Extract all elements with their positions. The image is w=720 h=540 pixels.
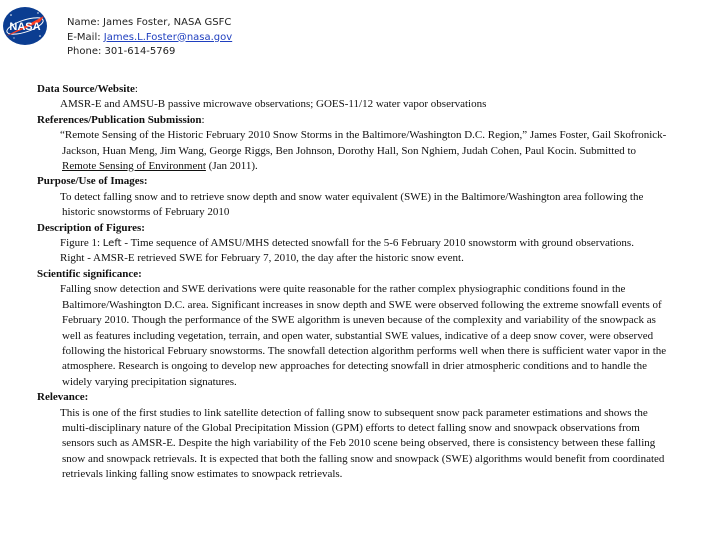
contact-phone: Phone: 301-614-5769: [67, 46, 176, 57]
contact-email-line: [67, 31, 232, 46]
contact-name: Name: James Foster, NASA GSFC: [67, 17, 232, 28]
nasa-logo-text: NASA: [9, 21, 41, 33]
email-link[interactable]: James.L.Foster@nasa.gov: [103, 31, 233, 43]
contact-block: [67, 16, 232, 60]
data-source-heading: Data Source/Website:: [37, 83, 138, 95]
references-text: “Remote Sensing of the Historic February 2010 Snow Storms in the Baltimore/Washington D.C. Region,” James Foster, Gail Skofronick-Jackson, Huan Meng, Jim Wang, George Riggs, Ben Johnson, Dorothy Hall, Son Nghiem, Judah Cohen, Paul Kocin. Submitted to Remote Sensing of Environment (Jan 2011).: [60, 129, 667, 173]
purpose-heading: Purpose/Use of Images:: [37, 175, 148, 188]
figure-1-description: Figure 1: Left - Time sequence of AMSU/MHS detected snowfall for the 5-6 February 2010 snowstorm with ground observations.: [60, 237, 634, 250]
purpose-text: To detect falling snow and to retrieve snow depth and snow water equivalent (SWE) in the Baltimore/Washington area following the historic snowstorms of February 2010: [60, 190, 644, 219]
data-source-text: AMSR-E and AMSU-B passive microwave observations; GOES-11/12 water vapor observations: [60, 98, 487, 111]
email-label: E-Mail:: [67, 31, 104, 43]
figures-heading: Description of Figures:: [37, 221, 145, 234]
summary-content: [37, 82, 667, 483]
relevance-heading: Relevance:: [37, 391, 89, 404]
relevance-text: This is one of the first studies to link satellite detection of falling snow to subsequent snow pack parameter estimations and shows the multi-disciplinary nature of the Global Precipitation Mission (GPM) efforts to detect falling snow and snowpack observations from sensors such as AMSR-E. Despite the high variability of the Feb 2010 scene being observed, there is consistency between these falling snow and snowpack retrievals. It is expected that both the falling snow and snowpack (SWE) algorithms would benefit from coordinated retrievals linking falling snow estimates to snowpack retrievals.: [60, 406, 665, 481]
significance-text: Falling snow detection and SWE derivations were quite reasonable for the rather complex physiographic conditions found in the Baltimore/Washington D.C. area. Significant increases in snow depth and SWE were observed following the extreme snowfall events of February 2010. Though the performance of the SWE algorithm is uneven because of the complexity and variability of the snowpack as well as features including vegetation, terrain, and open water, substantial SWE values, indicative of a deep snow cover, were observed following the historical February snowstorms. The snowfall detection algorithm performs well when there is sufficient water vapor in the atmosphere. Research is ongoing to develop new approaches for detecting snowfall in drier atmospheric conditions and to handle the widely varying precipitation signatures.: [60, 283, 667, 388]
journal-name: Remote Sensing of Environment: [62, 160, 206, 173]
figure-right-description: Right - AMSR-E retrieved SWE for February 7, 2010, the day after the historic snow event.: [60, 252, 464, 265]
nasa-logo: [2, 6, 48, 46]
references-heading: References/Publication Submission:: [37, 113, 205, 126]
significance-heading: Scientific significance:: [37, 267, 142, 280]
